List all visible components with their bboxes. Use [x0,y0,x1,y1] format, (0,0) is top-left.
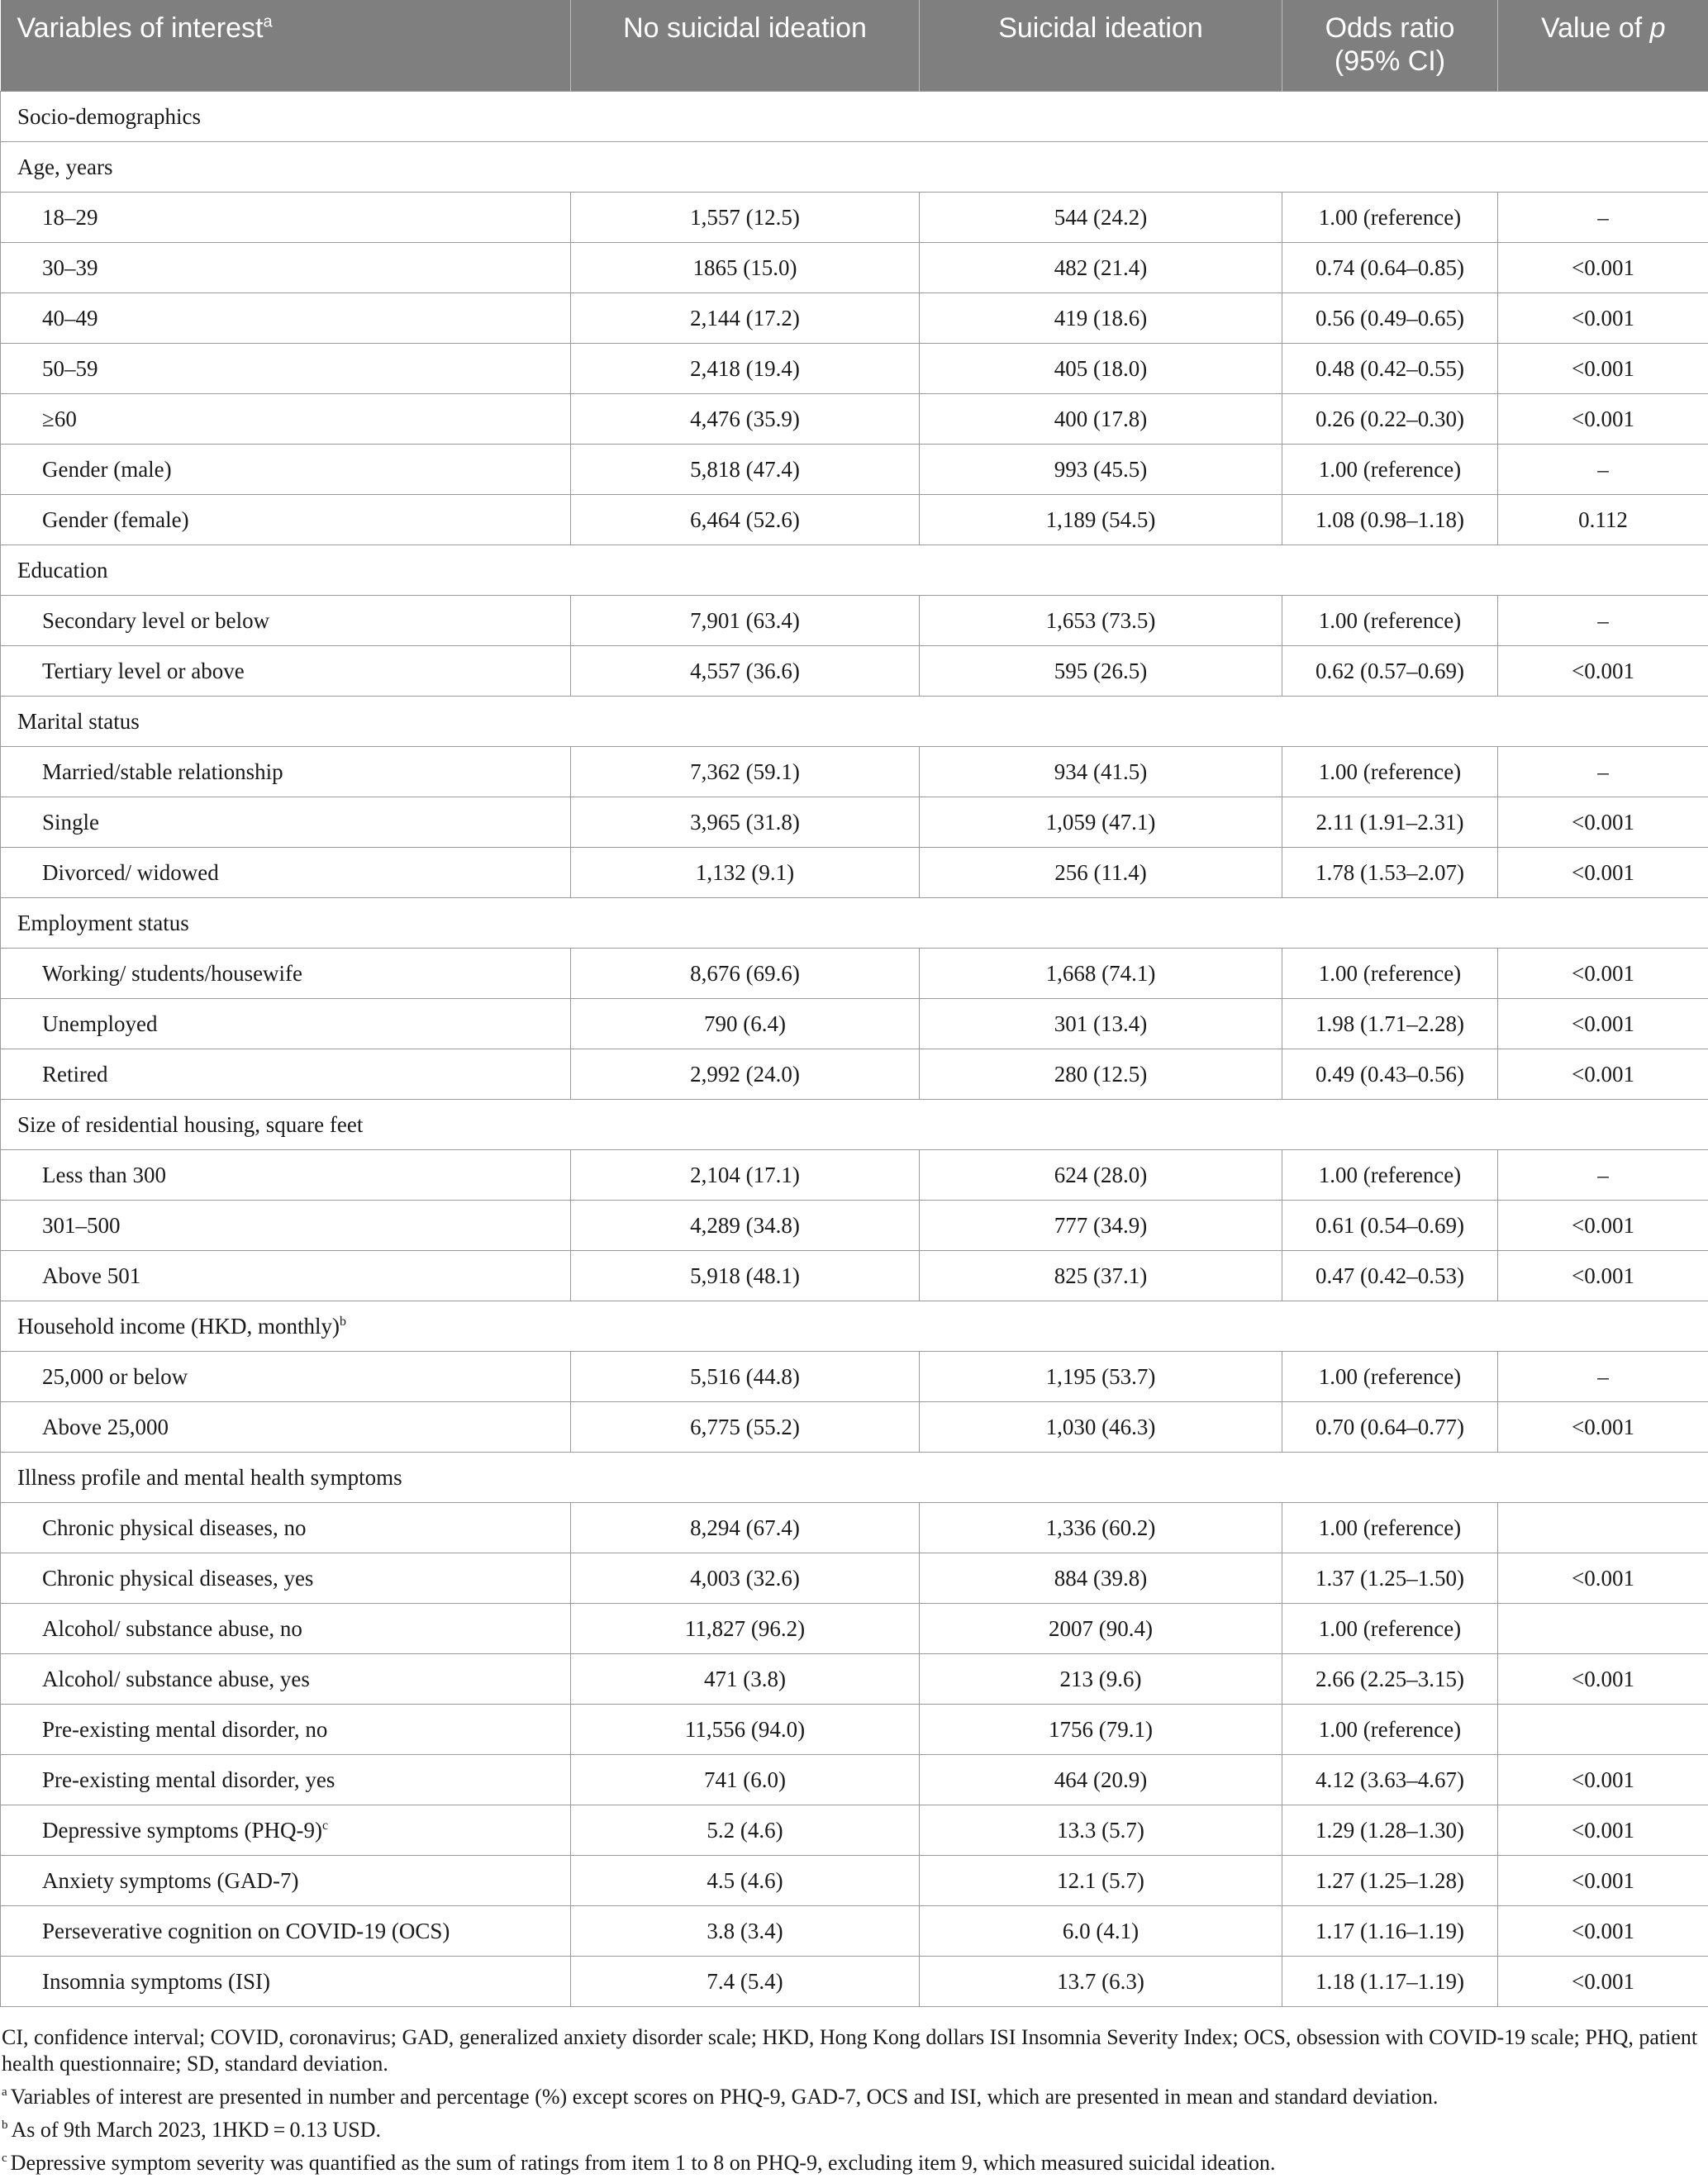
cell-p-value: 0.112 [1498,495,1708,545]
footnote-abbreviations: CI, confidence interval; COVID, coronavirus; GAD, generalized anxiety disorder scale; HKD, Hong Kong dollars ISI Insomnia Severity Index; OCS, obsession with COVID-19 scale; PHQ, patient health questionnaire; SD, standard deviation. [0,2024,1708,2077]
table-row [1,193,1708,243]
table-row [1,1553,1708,1604]
cell-no-suicidal-ideation: 8,676 (69.6) [571,949,920,999]
row-label: Married/stable relationship [1,747,571,797]
table-row [1,1805,1708,1856]
cell-p-value: – [1498,445,1708,495]
cell-no-suicidal-ideation: 471 (3.8) [571,1654,920,1705]
section-row [1,142,1708,193]
row-label: 301–500 [1,1201,571,1251]
cell-odds-ratio: 1.00 (reference) [1282,1604,1498,1654]
cell-p-value: <0.001 [1498,344,1708,394]
table-row [1,445,1708,495]
cell-p-value: <0.001 [1498,1049,1708,1100]
cell-no-suicidal-ideation: 6,464 (52.6) [571,495,920,545]
cell-odds-ratio: 0.48 (0.42–0.55) [1282,344,1498,394]
cell-p-value: <0.001 [1498,394,1708,445]
cell-no-suicidal-ideation: 7.4 (5.4) [571,1957,920,2007]
cell-no-suicidal-ideation: 4.5 (4.6) [571,1856,920,1906]
header-variables-note: a [263,13,272,31]
table-body [1,92,1708,2007]
cell-no-suicidal-ideation: 741 (6.0) [571,1755,920,1805]
cell-no-suicidal-ideation: 5,818 (47.4) [571,445,920,495]
cell-odds-ratio: 1.00 (reference) [1282,1503,1498,1553]
cell-suicidal-ideation: 419 (18.6) [920,293,1282,344]
row-label: Above 25,000 [1,1402,571,1453]
row-label: Tertiary level or above [1,646,571,697]
cell-p-value: <0.001 [1498,1906,1708,1957]
cell-odds-ratio: 1.00 (reference) [1282,193,1498,243]
cell-suicidal-ideation: 213 (9.6) [920,1654,1282,1705]
table-row [1,1251,1708,1301]
table-row [1,1957,1708,2007]
section-label: Illness profile and mental health symptoms [1,1453,1708,1503]
cell-suicidal-ideation: 1,059 (47.1) [920,797,1282,848]
table-row [1,848,1708,898]
cell-suicidal-ideation: 301 (13.4) [920,999,1282,1049]
cell-p-value: <0.001 [1498,1201,1708,1251]
cell-p-value: <0.001 [1498,797,1708,848]
cell-suicidal-ideation: 13.7 (6.3) [920,1957,1282,2007]
cell-p-value: <0.001 [1498,1856,1708,1906]
footnote-c: $^c$ Depressive symptom severity was quantified as the sum of ratings from item 1 to 8 on PHQ-9, excluding item 9, which measured suicidal ideation. [0,2150,1708,2176]
cell-no-suicidal-ideation: 8,294 (67.4) [571,1503,920,1553]
row-label: Alcohol/ substance abuse, no [1,1604,571,1654]
cell-odds-ratio: 1.00 (reference) [1282,1150,1498,1201]
row-label: 18–29 [1,193,571,243]
cell-odds-ratio: 1.00 (reference) [1282,1705,1498,1755]
table-row [1,949,1708,999]
section-label: Education [1,545,1708,596]
cell-odds-ratio: 1.00 (reference) [1282,445,1498,495]
header-row [1,0,1708,92]
cell-no-suicidal-ideation: 3.8 (3.4) [571,1906,920,1957]
table-row [1,1654,1708,1705]
section-row [1,92,1708,142]
cell-suicidal-ideation: 1,668 (74.1) [920,949,1282,999]
cell-no-suicidal-ideation: 3,965 (31.8) [571,797,920,848]
row-label: Gender (female) [1,495,571,545]
section-row [1,545,1708,596]
cell-suicidal-ideation: 993 (45.5) [920,445,1282,495]
cell-no-suicidal-ideation: 2,992 (24.0) [571,1049,920,1100]
cell-suicidal-ideation: 825 (37.1) [920,1251,1282,1301]
cell-suicidal-ideation: 405 (18.0) [920,344,1282,394]
cell-no-suicidal-ideation: 5.2 (4.6) [571,1805,920,1856]
cell-suicidal-ideation: 464 (20.9) [920,1755,1282,1805]
cell-no-suicidal-ideation: 1,132 (9.1) [571,848,920,898]
cell-odds-ratio: 4.12 (3.63–4.67) [1282,1755,1498,1805]
cell-suicidal-ideation: 1,189 (54.5) [920,495,1282,545]
section-row [1,898,1708,949]
row-label: 30–39 [1,243,571,293]
cell-no-suicidal-ideation: 2,144 (17.2) [571,293,920,344]
table-row [1,1856,1708,1906]
cell-suicidal-ideation: 934 (41.5) [920,747,1282,797]
row-label: 25,000 or below [1,1352,571,1402]
cell-odds-ratio: 1.27 (1.25–1.28) [1282,1856,1498,1906]
header-no-suicidal-ideation: No suicidal ideation [571,0,920,92]
cell-suicidal-ideation: 400 (17.8) [920,394,1282,445]
cell-suicidal-ideation: 256 (11.4) [920,848,1282,898]
row-label: Chronic physical diseases, yes [1,1553,571,1604]
row-label: Perseverative cognition on COVID-19 (OCS) [1,1906,571,1957]
cell-p-value: – [1498,1352,1708,1402]
section-row [1,1301,1708,1352]
cell-p-value: <0.001 [1498,293,1708,344]
table-row [1,1604,1708,1654]
cell-odds-ratio: 0.49 (0.43–0.56) [1282,1049,1498,1100]
cell-p-value [1498,1705,1708,1755]
cell-p-value: <0.001 [1498,1755,1708,1805]
cell-suicidal-ideation: 1,653 (73.5) [920,596,1282,646]
row-label: Unemployed [1,999,571,1049]
row-label: Insomnia symptoms (ISI) [1,1957,571,2007]
row-label: ≥60 [1,394,571,445]
cell-suicidal-ideation: 13.3 (5.7) [920,1805,1282,1856]
row-label: Single [1,797,571,848]
cell-odds-ratio: 1.37 (1.25–1.50) [1282,1553,1498,1604]
cell-no-suicidal-ideation: 5,516 (44.8) [571,1352,920,1402]
cell-p-value: <0.001 [1498,243,1708,293]
section-label: Age, years [1,142,1708,193]
cell-suicidal-ideation: 2007 (90.4) [920,1604,1282,1654]
cell-odds-ratio: 0.47 (0.42–0.53) [1282,1251,1498,1301]
cell-odds-ratio: 0.62 (0.57–0.69) [1282,646,1498,697]
row-label: Less than 300 [1,1150,571,1201]
cell-p-value: – [1498,193,1708,243]
row-label: Anxiety symptoms (GAD-7) [1,1856,571,1906]
table-row [1,596,1708,646]
cell-p-value: <0.001 [1498,646,1708,697]
cell-odds-ratio: 1.78 (1.53–2.07) [1282,848,1498,898]
section-label: Size of residential housing, square feet [1,1100,1708,1150]
row-label: 50–59 [1,344,571,394]
table-row [1,1201,1708,1251]
table-row [1,394,1708,445]
row-label: Working/ students/housewife [1,949,571,999]
row-label: Pre-existing mental disorder, yes [1,1755,571,1805]
cell-no-suicidal-ideation: 7,901 (63.4) [571,596,920,646]
cell-p-value: <0.001 [1498,1957,1708,2007]
cell-no-suicidal-ideation: 1865 (15.0) [571,243,920,293]
cell-suicidal-ideation: 1,336 (60.2) [920,1503,1282,1553]
cell-p-value: – [1498,1150,1708,1201]
table-row [1,243,1708,293]
cell-odds-ratio: 1.00 (reference) [1282,747,1498,797]
section-label: Marital status [1,697,1708,747]
section-label: Employment status [1,898,1708,949]
header-p-value: Value of p [1498,0,1708,92]
cell-p-value: <0.001 [1498,1402,1708,1453]
section-row [1,1100,1708,1150]
cell-odds-ratio: 1.18 (1.17–1.19) [1282,1957,1498,2007]
cell-odds-ratio: 0.74 (0.64–0.85) [1282,243,1498,293]
cell-no-suicidal-ideation: 2,418 (19.4) [571,344,920,394]
row-label: Chronic physical diseases, no [1,1503,571,1553]
cell-odds-ratio: 2.11 (1.91–2.31) [1282,797,1498,848]
cell-suicidal-ideation: 12.1 (5.7) [920,1856,1282,1906]
section-row [1,697,1708,747]
table-row [1,1705,1708,1755]
cell-no-suicidal-ideation: 4,003 (32.6) [571,1553,920,1604]
cell-odds-ratio: 0.56 (0.49–0.65) [1282,293,1498,344]
section-row [1,1453,1708,1503]
table-row [1,797,1708,848]
cell-no-suicidal-ideation: 1,557 (12.5) [571,193,920,243]
cell-no-suicidal-ideation: 4,557 (36.6) [571,646,920,697]
table-row [1,1150,1708,1201]
header-suicidal-ideation: Suicidal ideation [920,0,1282,92]
cell-suicidal-ideation: 777 (34.9) [920,1201,1282,1251]
cell-no-suicidal-ideation: 2,104 (17.1) [571,1150,920,1201]
cell-p-value: <0.001 [1498,1654,1708,1705]
cell-no-suicidal-ideation: 7,362 (59.1) [571,747,920,797]
cell-odds-ratio: 1.00 (reference) [1282,596,1498,646]
table-row [1,344,1708,394]
row-label: Above 501 [1,1251,571,1301]
cell-p-value [1498,1604,1708,1654]
table-row [1,999,1708,1049]
table-row [1,1352,1708,1402]
table-row [1,293,1708,344]
row-label: Divorced/ widowed [1,848,571,898]
cell-p-value: <0.001 [1498,1251,1708,1301]
cell-odds-ratio: 0.61 (0.54–0.69) [1282,1201,1498,1251]
cell-suicidal-ideation: 1,195 (53.7) [920,1352,1282,1402]
cell-suicidal-ideation: 280 (12.5) [920,1049,1282,1100]
section-label: Socio-demographics [1,92,1708,142]
cell-odds-ratio: 0.26 (0.22–0.30) [1282,394,1498,445]
cell-no-suicidal-ideation: 5,918 (48.1) [571,1251,920,1301]
cell-no-suicidal-ideation: 11,827 (96.2) [571,1604,920,1654]
cell-p-value: – [1498,747,1708,797]
header-variables: Variables of interest$^a$ [1,0,571,92]
footnote-a: $^a$ Variables of interest are presented in number and percentage (%) except scores on PHQ-9, GAD-7, OCS and ISI, which are presented in mean and standard deviation. [0,2084,1708,2110]
table-row [1,495,1708,545]
row-label: Depressive symptoms $(PHQ-9)^c$ [1,1805,571,1856]
cell-odds-ratio: 2.66 (2.25–3.15) [1282,1654,1498,1705]
table-row [1,1906,1708,1957]
cell-no-suicidal-ideation: 11,556 (94.0) [571,1705,920,1755]
cell-p-value: <0.001 [1498,848,1708,898]
footnote-b: $^b$ As of 9th March 2023, 1HKD = 0.13 USD. [0,2117,1708,2143]
row-label: Pre-existing mental disorder, no [1,1705,571,1755]
row-label: Alcohol/ substance abuse, yes [1,1654,571,1705]
cell-suicidal-ideation: 595 (26.5) [920,646,1282,697]
cell-odds-ratio: 1.98 (1.71–2.28) [1282,999,1498,1049]
table-row [1,1402,1708,1453]
section-label: Household income (HKD, monthly)$^b$ [1,1301,1708,1352]
cell-p-value [1498,1503,1708,1553]
cell-no-suicidal-ideation: 6,775 (55.2) [571,1402,920,1453]
cell-suicidal-ideation: 1756 (79.1) [920,1705,1282,1755]
row-label: 40–49 [1,293,571,344]
cell-odds-ratio: 1.29 (1.28–1.30) [1282,1805,1498,1856]
cell-no-suicidal-ideation: 4,476 (35.9) [571,394,920,445]
row-label: Secondary level or below [1,596,571,646]
cell-p-value: <0.001 [1498,999,1708,1049]
header-odds-ratio: Odds ratio (95% CI) [1282,0,1498,92]
cell-odds-ratio: 1.00 (reference) [1282,1352,1498,1402]
table-row [1,1049,1708,1100]
cell-suicidal-ideation: 1,030 (46.3) [920,1402,1282,1453]
cell-p-value: – [1498,596,1708,646]
row-label: Retired [1,1049,571,1100]
cell-no-suicidal-ideation: 790 (6.4) [571,999,920,1049]
table-row [1,1755,1708,1805]
cell-p-value: <0.001 [1498,1553,1708,1604]
cell-p-value: <0.001 [1498,949,1708,999]
cell-suicidal-ideation: 884 (39.8) [920,1553,1282,1604]
cell-odds-ratio: 1.00 (reference) [1282,949,1498,999]
cell-odds-ratio: 1.17 (1.16–1.19) [1282,1906,1498,1957]
table-row [1,646,1708,697]
table-row [1,1503,1708,1553]
cell-suicidal-ideation: 6.0 (4.1) [920,1906,1282,1957]
cell-suicidal-ideation: 624 (28.0) [920,1150,1282,1201]
table-header [1,0,1708,92]
table-footnotes [0,2024,1708,2183]
cell-suicidal-ideation: 544 (24.2) [920,193,1282,243]
table-row [1,747,1708,797]
row-label: Gender (male) [1,445,571,495]
cell-odds-ratio: 0.70 (0.64–0.77) [1282,1402,1498,1453]
cell-no-suicidal-ideation: 4,289 (34.8) [571,1201,920,1251]
cell-suicidal-ideation: 482 (21.4) [920,243,1282,293]
cell-odds-ratio: 1.08 (0.98–1.18) [1282,495,1498,545]
cell-p-value: <0.001 [1498,1805,1708,1856]
